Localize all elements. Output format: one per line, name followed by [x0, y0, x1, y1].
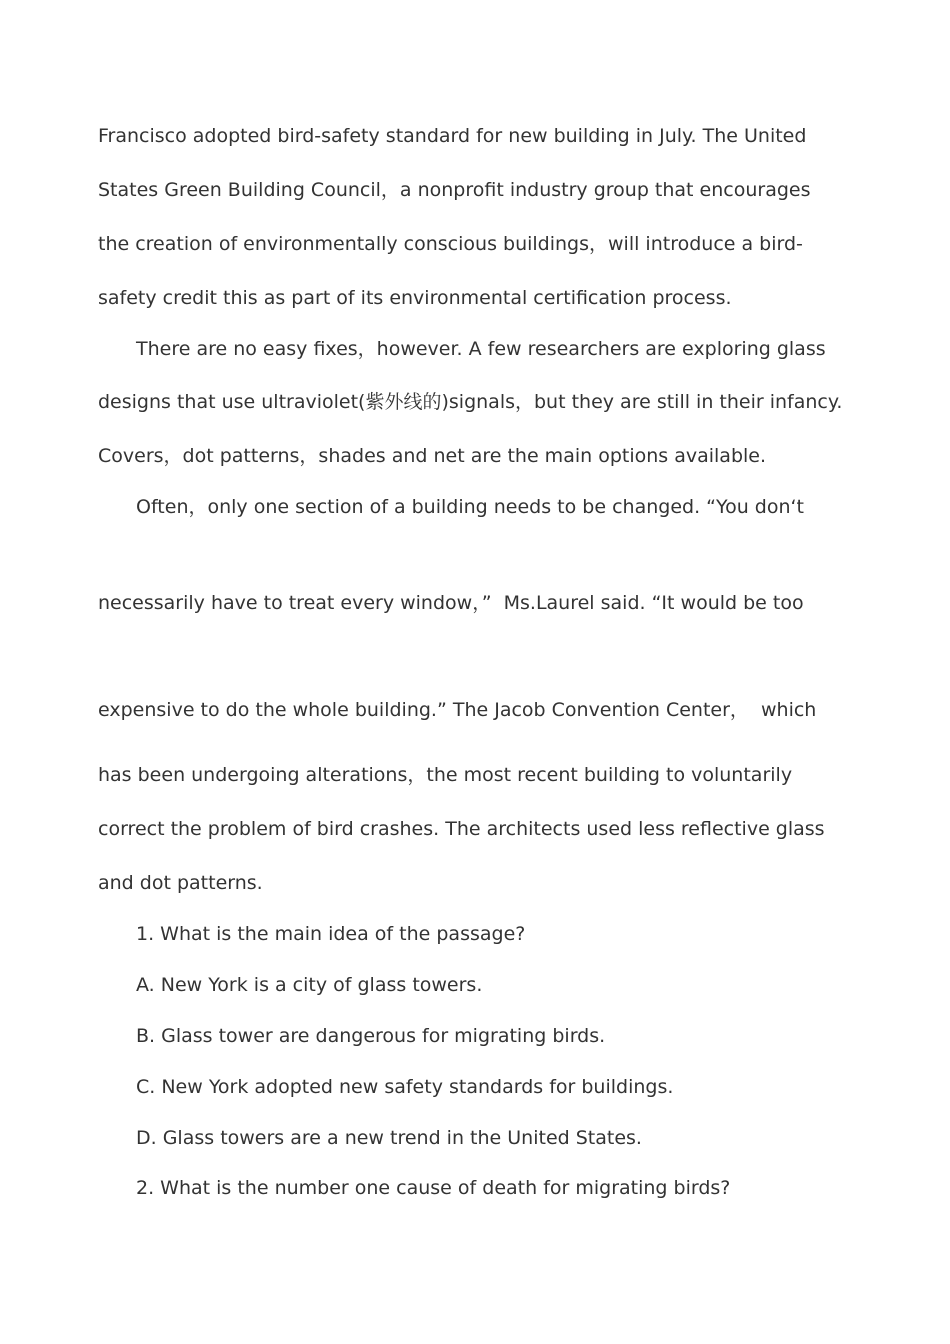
paragraph-line: necessarily have to treat every window，” Ms.Laurel said. “It would be too: [98, 592, 804, 614]
line-text: )signals，but they are still in their infancy.: [441, 391, 843, 413]
paragraph-line: There are no easy fixes，however. A few researchers are exploring glass: [136, 338, 826, 360]
paragraph-line: safety credit this as part of its environmental certification process.: [98, 287, 732, 309]
answer-option-c: C. New York adopted new safety standards for buildings.: [136, 1076, 674, 1098]
paragraph-line: States Green Building Council，a nonprofit industry group that encourages: [98, 179, 811, 201]
question-prompt: 1. What is the main idea of the passage?: [136, 923, 526, 945]
paragraph-line: Francisco adopted bird-safety standard for new building in July. The United: [98, 125, 807, 147]
paragraph-line: has been undergoing alterations，the most recent building to voluntarily: [98, 764, 793, 786]
question-prompt: 2. What is the number one cause of death for migrating birds?: [136, 1177, 731, 1199]
paragraph-line: and dot patterns.: [98, 872, 263, 894]
answer-option-d: D. Glass towers are a new trend in the United States.: [136, 1127, 642, 1149]
line-text: designs that use ultraviolet(: [98, 391, 366, 413]
paragraph-line: correct the problem of bird crashes. The architects used less reflective glass: [98, 818, 825, 840]
chinese-gloss: 紫外线的: [365, 391, 442, 413]
paragraph-line: expensive to do the whole building.” The Jacob Convention Center， which: [98, 699, 817, 721]
paragraph-line: Covers，dot patterns，shades and net are the main options available.: [98, 445, 767, 467]
paragraph-line: the creation of environmentally conscious buildings，will introduce a bird-: [98, 233, 803, 255]
paragraph-line: Often，only one section of a building needs to be changed. “You don‘t: [136, 496, 804, 518]
answer-option-a: A. New York is a city of glass towers.: [136, 974, 483, 996]
answer-option-b: B. Glass tower are dangerous for migrating birds.: [136, 1025, 606, 1047]
paragraph-line: [98, 390, 842, 414]
